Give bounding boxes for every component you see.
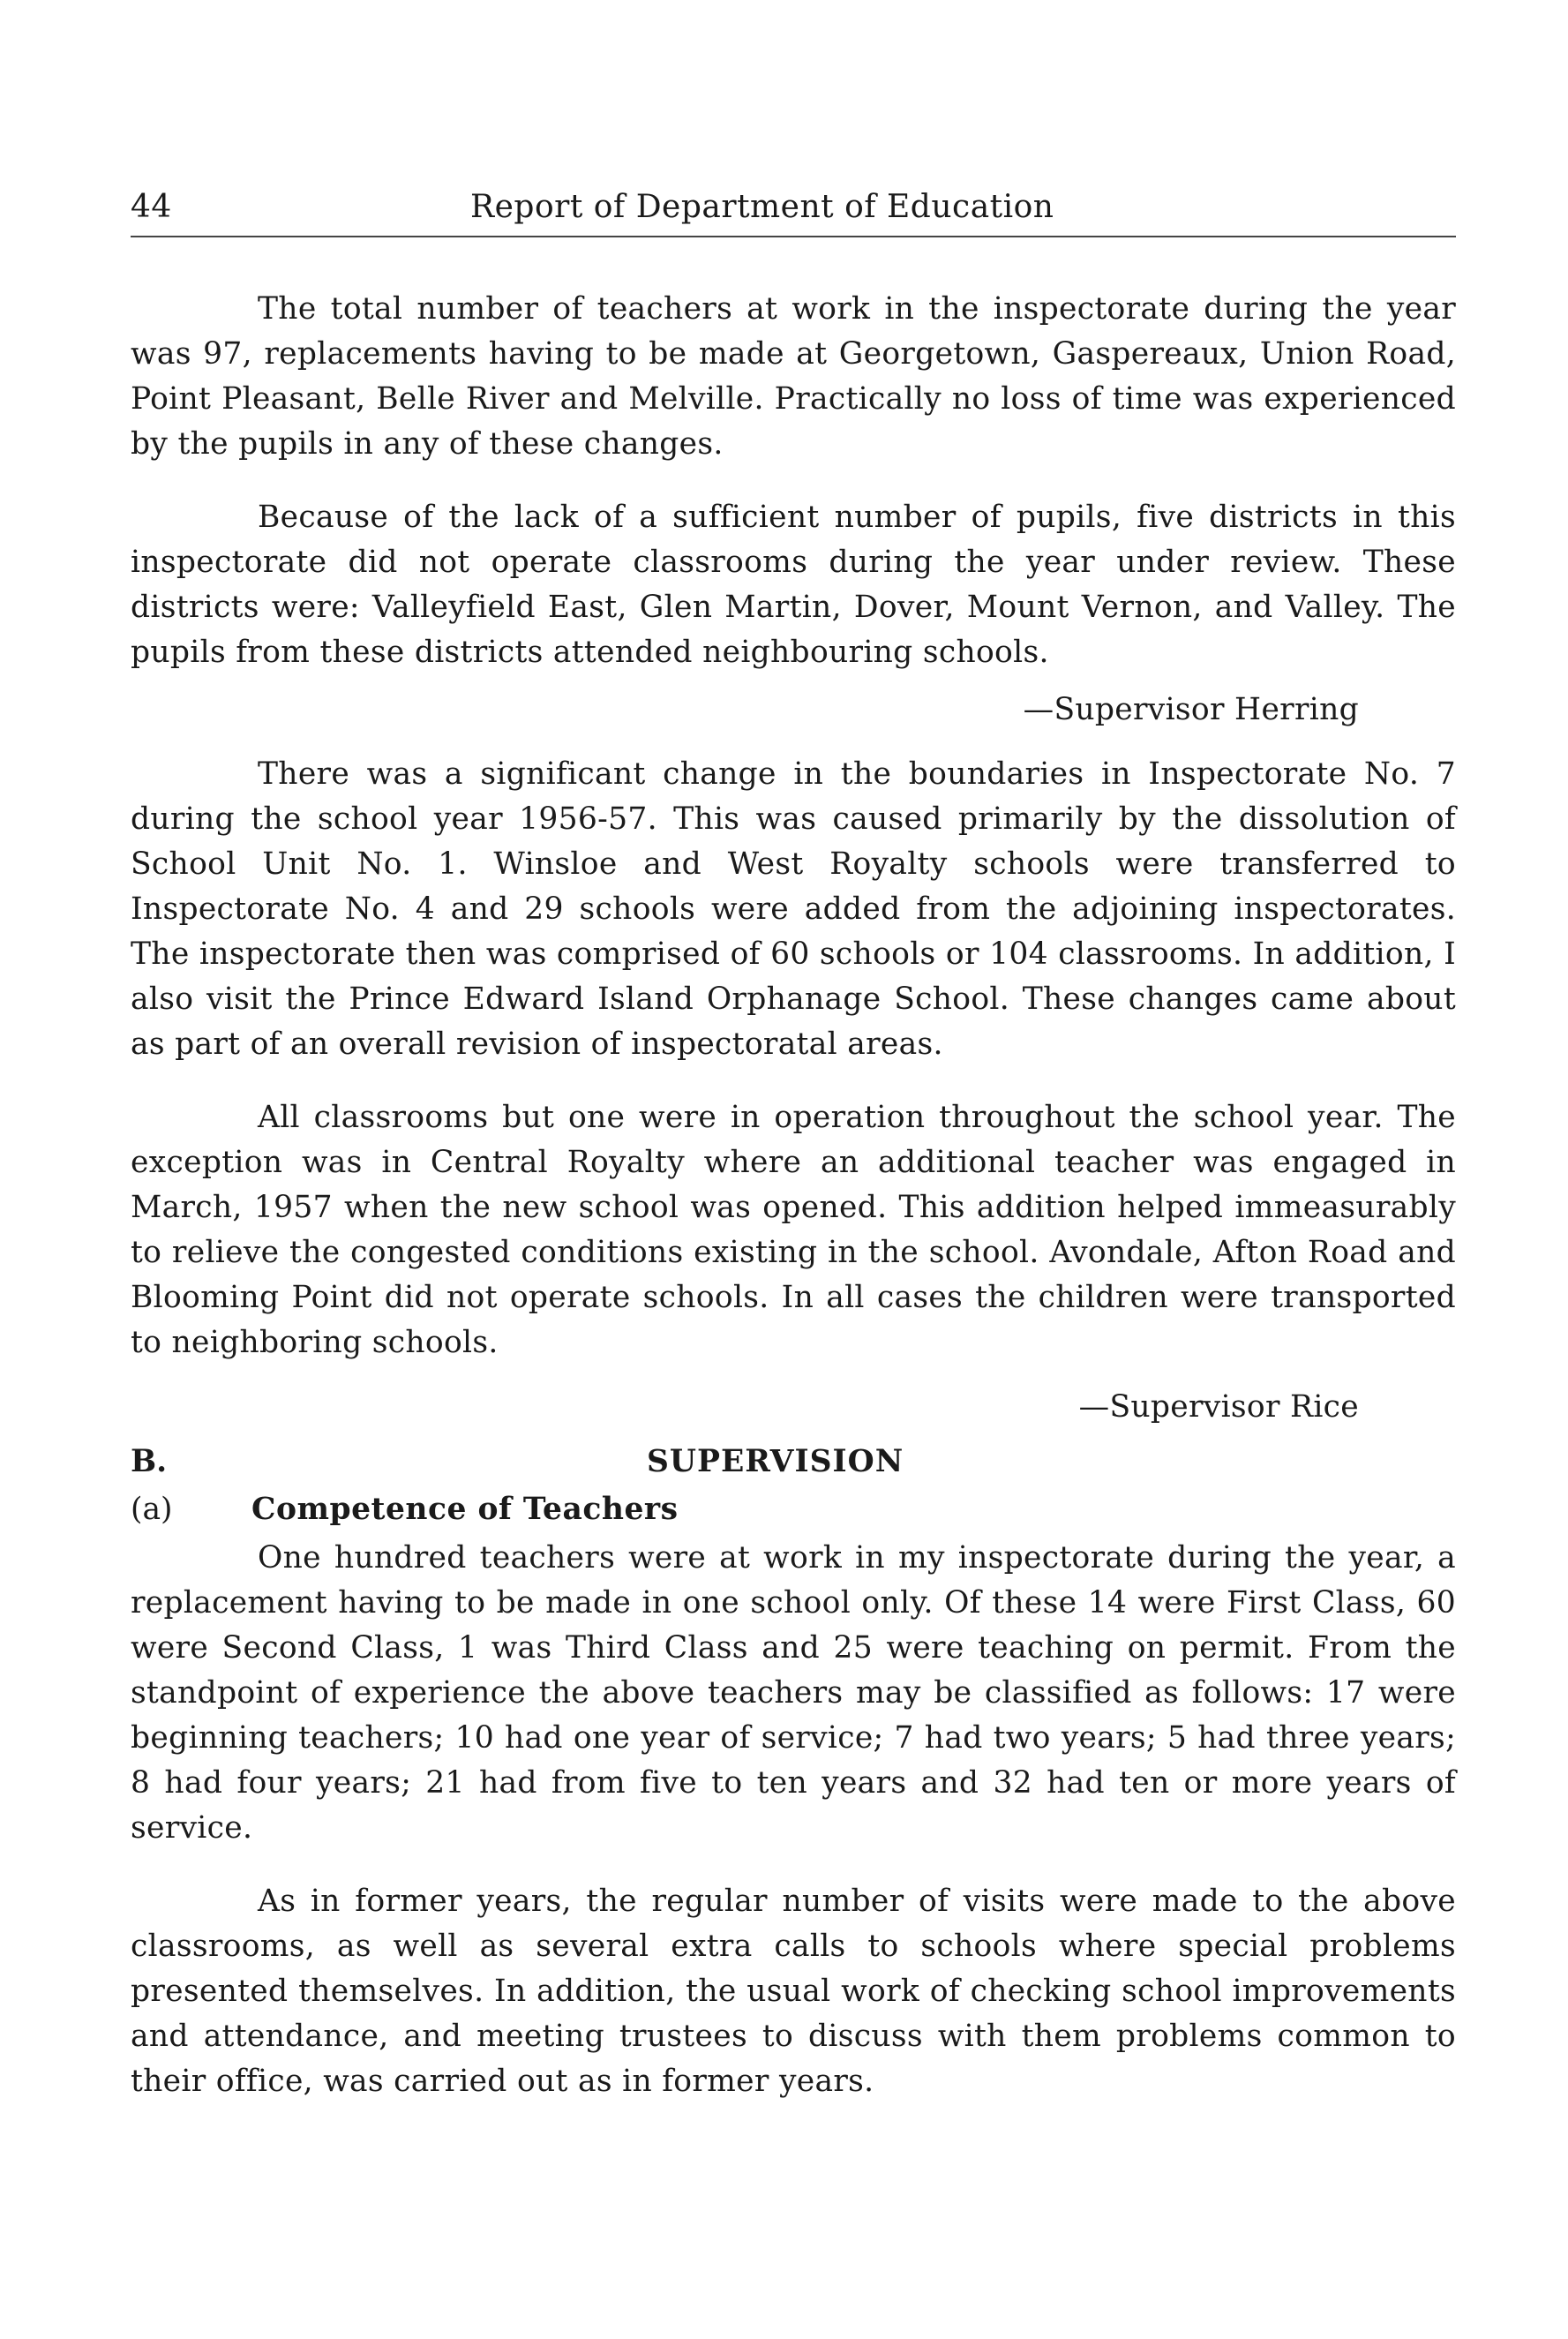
paragraph: There was a significant change in the boundaries in Inspectorate No. 7 during the school year 1956-57. This was caused primarily by the dissolution of School Unit No. 1. Winsloe and West Royalty schools were transferred to Inspectorate No. 4 and 29 schools were added from the adjoining inspectorates. The inspectorate then was comprised of 60 schools or 104 classrooms. In addition, I also visit the Prince Edward Island Orphanage School. These changes came about as part of an overall revision of inspectoratal areas. (131, 756, 1456, 1062)
section-letter: B. (131, 1444, 168, 1479)
section-title: SUPERVISION (647, 1444, 904, 1479)
paragraph: All classrooms but one were in operation throughout the school year. The exception was in Central Royalty where an additional teacher was engaged in March, 1957 when the new school was opened. This addition helped immeasurably to relieve the congested conditions existing in the school. Avondale, Afton Road and Blooming Point did not operate schools. In all cases the children were transported to neighboring schools. (131, 1100, 1456, 1360)
paragraph: One hundred teachers were at work in my inspectorate during the year, a replacement having to be made in one school only. Of these 14 were First Class, 60 were Second Class, 1 was Third Class and 25 were teaching on permit. From the standpoint of experience the above teachers may be classified as follows: 17 were beginning teachers; 10 had one year of service; 7 had two years; 5 had three years; 8 had four years; 21 had from five to ten years and 32 had ten or more years of service. (131, 1540, 1456, 1846)
paragraph: The total number of teachers at work in the inspectorate during the year was 97, replacements having to be made at Georgetown, Gaspereaux, Union Road, Point Pleasant, Belle River and Melville. Practically no loss of time was experienced by the pupils in any of these changes. (131, 291, 1456, 462)
subsection-title: Competence of Teachers (251, 1492, 679, 1527)
subsection-heading (131, 1485, 1456, 1534)
page-number: 44 (131, 189, 172, 225)
signature-herring: —Supervisor Herring (1023, 692, 1359, 727)
signature-rice: —Supervisor Rice (1078, 1389, 1359, 1425)
header-rule (131, 236, 1456, 237)
running-title: Report of Department of Education (470, 189, 1054, 225)
paragraph: As in former years, the regular number of visits were made to the above classrooms, as well as several extra calls to schools where special problems presented themselves. In addition, the usual work of checking school improvements and attendance, and meeting trustees to discuss with them problems common to their office, was carried out as in former years. (131, 1884, 1456, 2099)
paragraph: Because of the lack of a sufficient number of pupils, five districts in this inspectorate did not operate classrooms during the year under review. These districts were: Valleyfield East, Glen Martin, Dover, Mount Vernon, and Valley. The pupils from these districts attended neighbouring schools. (131, 500, 1456, 670)
running-header (131, 181, 1454, 234)
subsection-letter: (a) (131, 1492, 173, 1527)
body-text (131, 287, 1456, 2132)
section-heading (131, 1439, 1456, 1485)
document-page (131, 181, 1456, 2099)
